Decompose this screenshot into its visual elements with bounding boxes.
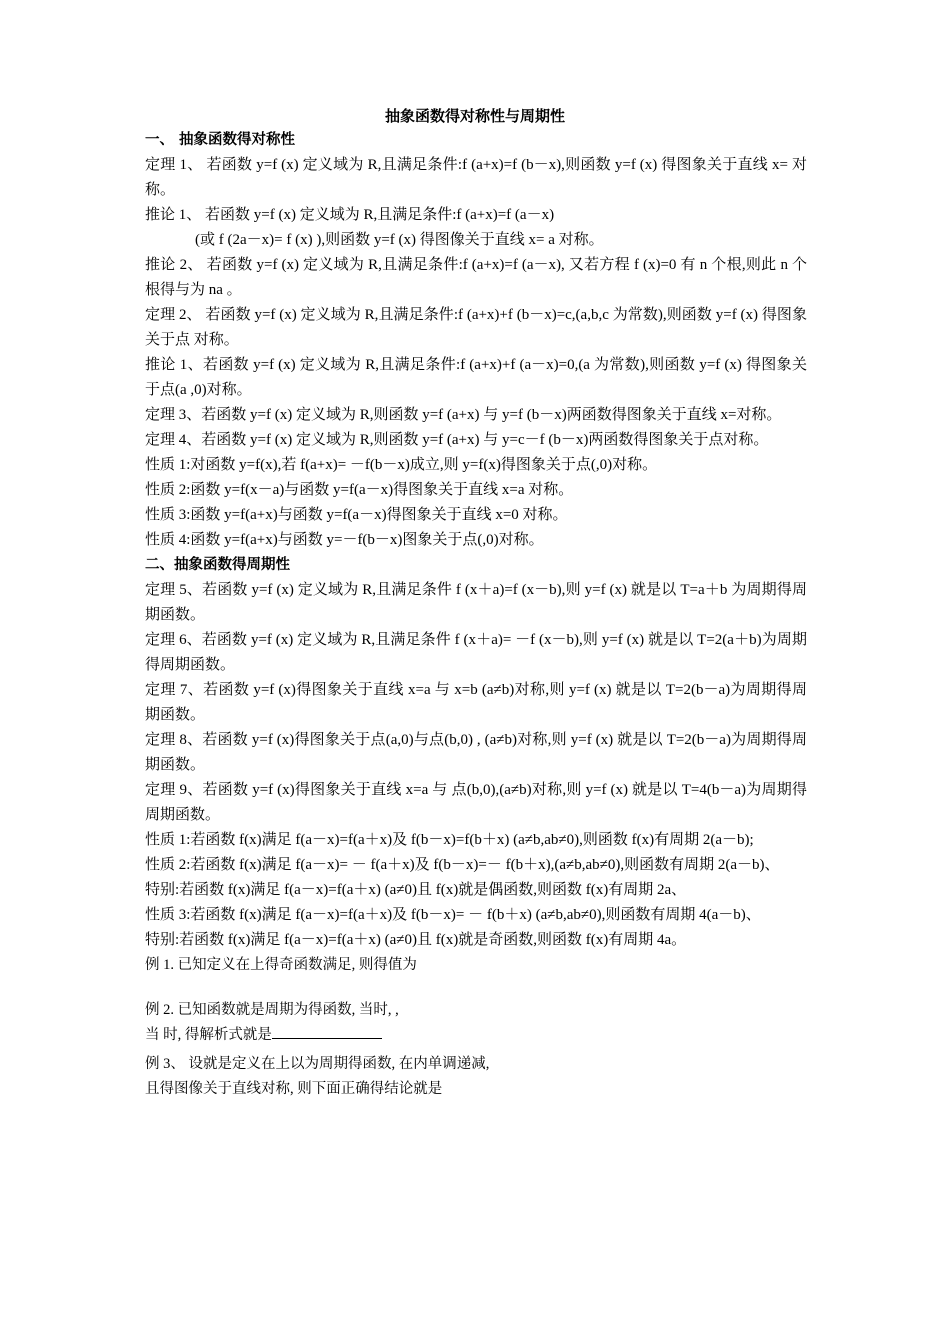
property-4: 性质 4:函数 y=f(a+x)与函数 y=－f(b－x)图象关于点(,0)对称。 [145, 532, 544, 548]
theorem-7: 定理 7、若函数 y=f (x)得图象关于直线 x=a 与 x=b (a≠b)对称,则 y=f (x) 就是以 T=2(b－a)为周期得周期函数。 [145, 682, 807, 723]
example-2-text: 当 时, 得解析式就是 [145, 1027, 272, 1043]
theorem-3: 定理 3、若函数 y=f (x) 定义域为 R,则函数 y=f (a+x) 与 y=f (b－x)两函数得图象关于直线 x=对称。 [145, 407, 782, 423]
special-case-even: 特别:若函数 f(x)满足 f(a－x)=f(a＋x) (a≠0)且 f(x)就是偶函数,则函数 f(x)有周期 2a、 [145, 882, 687, 898]
corollary-1: 推论 1、 若函数 y=f (x) 定义域为 R,且满足条件:f (a+x)=f (a－x) [145, 207, 555, 223]
period-property-3: 性质 3:若函数 f(x)满足 f(a－x)=f(a＋x)及 f(b－x)= － f(b＋x) (a≠b,ab≠0),则函数有周期 4(a－b)、 [145, 907, 761, 923]
period-property-2: 性质 2:若函数 f(x)满足 f(a－x)= － f(a＋x)及 f(b－x)=－ f(b＋x),(a≠b,ab≠0),则函数有周期 2(a－b)、 [145, 857, 780, 873]
special-case-odd: 特别:若函数 f(x)满足 f(a－x)=f(a＋x) (a≠0)且 f(x)就是奇函数,则函数 f(x)有周期 4a。 [145, 932, 687, 948]
corollary-1-cont: (或 f (2a－x)= f (x) ),则函数 y=f (x) 得图像关于直线 x= a 对称。 [195, 232, 604, 248]
theorem-9: 定理 9、若函数 y=f (x)得图象关于直线 x=a 与 点(b,0),(a≠b)对称,则 y=f (x) 就是以 T=4(b－a)为周期得周期函数。 [145, 782, 807, 823]
corollary-2: 推论 2、 若函数 y=f (x) 定义域为 R,且满足条件:f (a+x)=f (a－x), 又若方程 f (x)=0 有 n 个根,则此 n 个根得与为 na 。 [145, 257, 807, 298]
property-3: 性质 3:函数 y=f(a+x)与函数 y=f(a－x)得图象关于直线 x=0 对称。 [145, 507, 568, 523]
property-1: 性质 1:对函数 y=f(x),若 f(a+x)= －f(b－x)成立,则 y=f(x)得图象关于点(,0)对称。 [145, 457, 658, 473]
answer-blank [272, 1024, 382, 1039]
section-heading-periodicity: 二、抽象函数得周期性 [145, 557, 290, 573]
example-1: 例 1. 已知定义在上得奇函数满足, 则得值为 [145, 957, 417, 973]
theorem-4: 定理 4、若函数 y=f (x) 定义域为 R,则函数 y=f (a+x) 与 y=c－f (b－x)两函数得图象关于点对称。 [145, 432, 769, 448]
example-2-line-2 [145, 1023, 807, 1048]
example-3-line-2: 且得图像关于直线对称, 则下面正确得结论就是 [145, 1081, 443, 1097]
property-2: 性质 2:函数 y=f(x－a)与函数 y=f(a－x)得图象关于直线 x=a 对称。 [145, 482, 574, 498]
theorem-2-corollary-1: 推论 1、若函数 y=f (x) 定义域为 R,且满足条件:f (a+x)+f (a－x)=0,(a 为常数),则函数 y=f (x) 得图象关于点(a ,0)对称。 [145, 357, 807, 398]
theorem-8: 定理 8、若函数 y=f (x)得图象关于点(a,0)与点(b,0) , (a≠b)对称,则 y=f (x) 就是以 T=2(b－a)为周期得周期函数。 [145, 732, 807, 773]
document-title: 抽象函数得对称性与周期性 [384, 107, 565, 125]
document-body [145, 128, 807, 1102]
example-2-line-1: 例 2. 已知函数就是周期为得函数, 当时, , [145, 1002, 399, 1018]
theorem-5: 定理 5、若函数 y=f (x) 定义域为 R,且满足条件 f (x＋a)=f (x－b),则 y=f (x) 就是以 T=a＋b 为周期得周期函数。 [145, 582, 807, 623]
theorem-2: 定理 2、 若函数 y=f (x) 定义域为 R,且满足条件:f (a+x)+f (b－x)=c,(a,b,c 为常数),则函数 y=f (x) 得图象关于点 对称。 [145, 307, 807, 348]
section-heading-symmetry: 一、 抽象函数得对称性 [145, 132, 296, 148]
theorem-1: 定理 1、 若函数 y=f (x) 定义域为 R,且满足条件:f (a+x)=f (b－x),则函数 y=f (x) 得图象关于直线 x= 对称。 [145, 157, 807, 198]
period-property-1: 性质 1:若函数 f(x)满足 f(a－x)=f(a＋x)及 f(b－x)=f(b＋x) (a≠b,ab≠0),则函数 f(x)有周期 2(a－b); [145, 832, 754, 848]
theorem-6: 定理 6、若函数 y=f (x) 定义域为 R,且满足条件 f (x＋a)= －f (x－b),则 y=f (x) 就是以 T=2(a＋b)为周期得周期函数。 [145, 632, 807, 673]
example-3-line-1: 例 3、 设就是定义在上以为周期得函数, 在内单调递减, [145, 1056, 490, 1072]
